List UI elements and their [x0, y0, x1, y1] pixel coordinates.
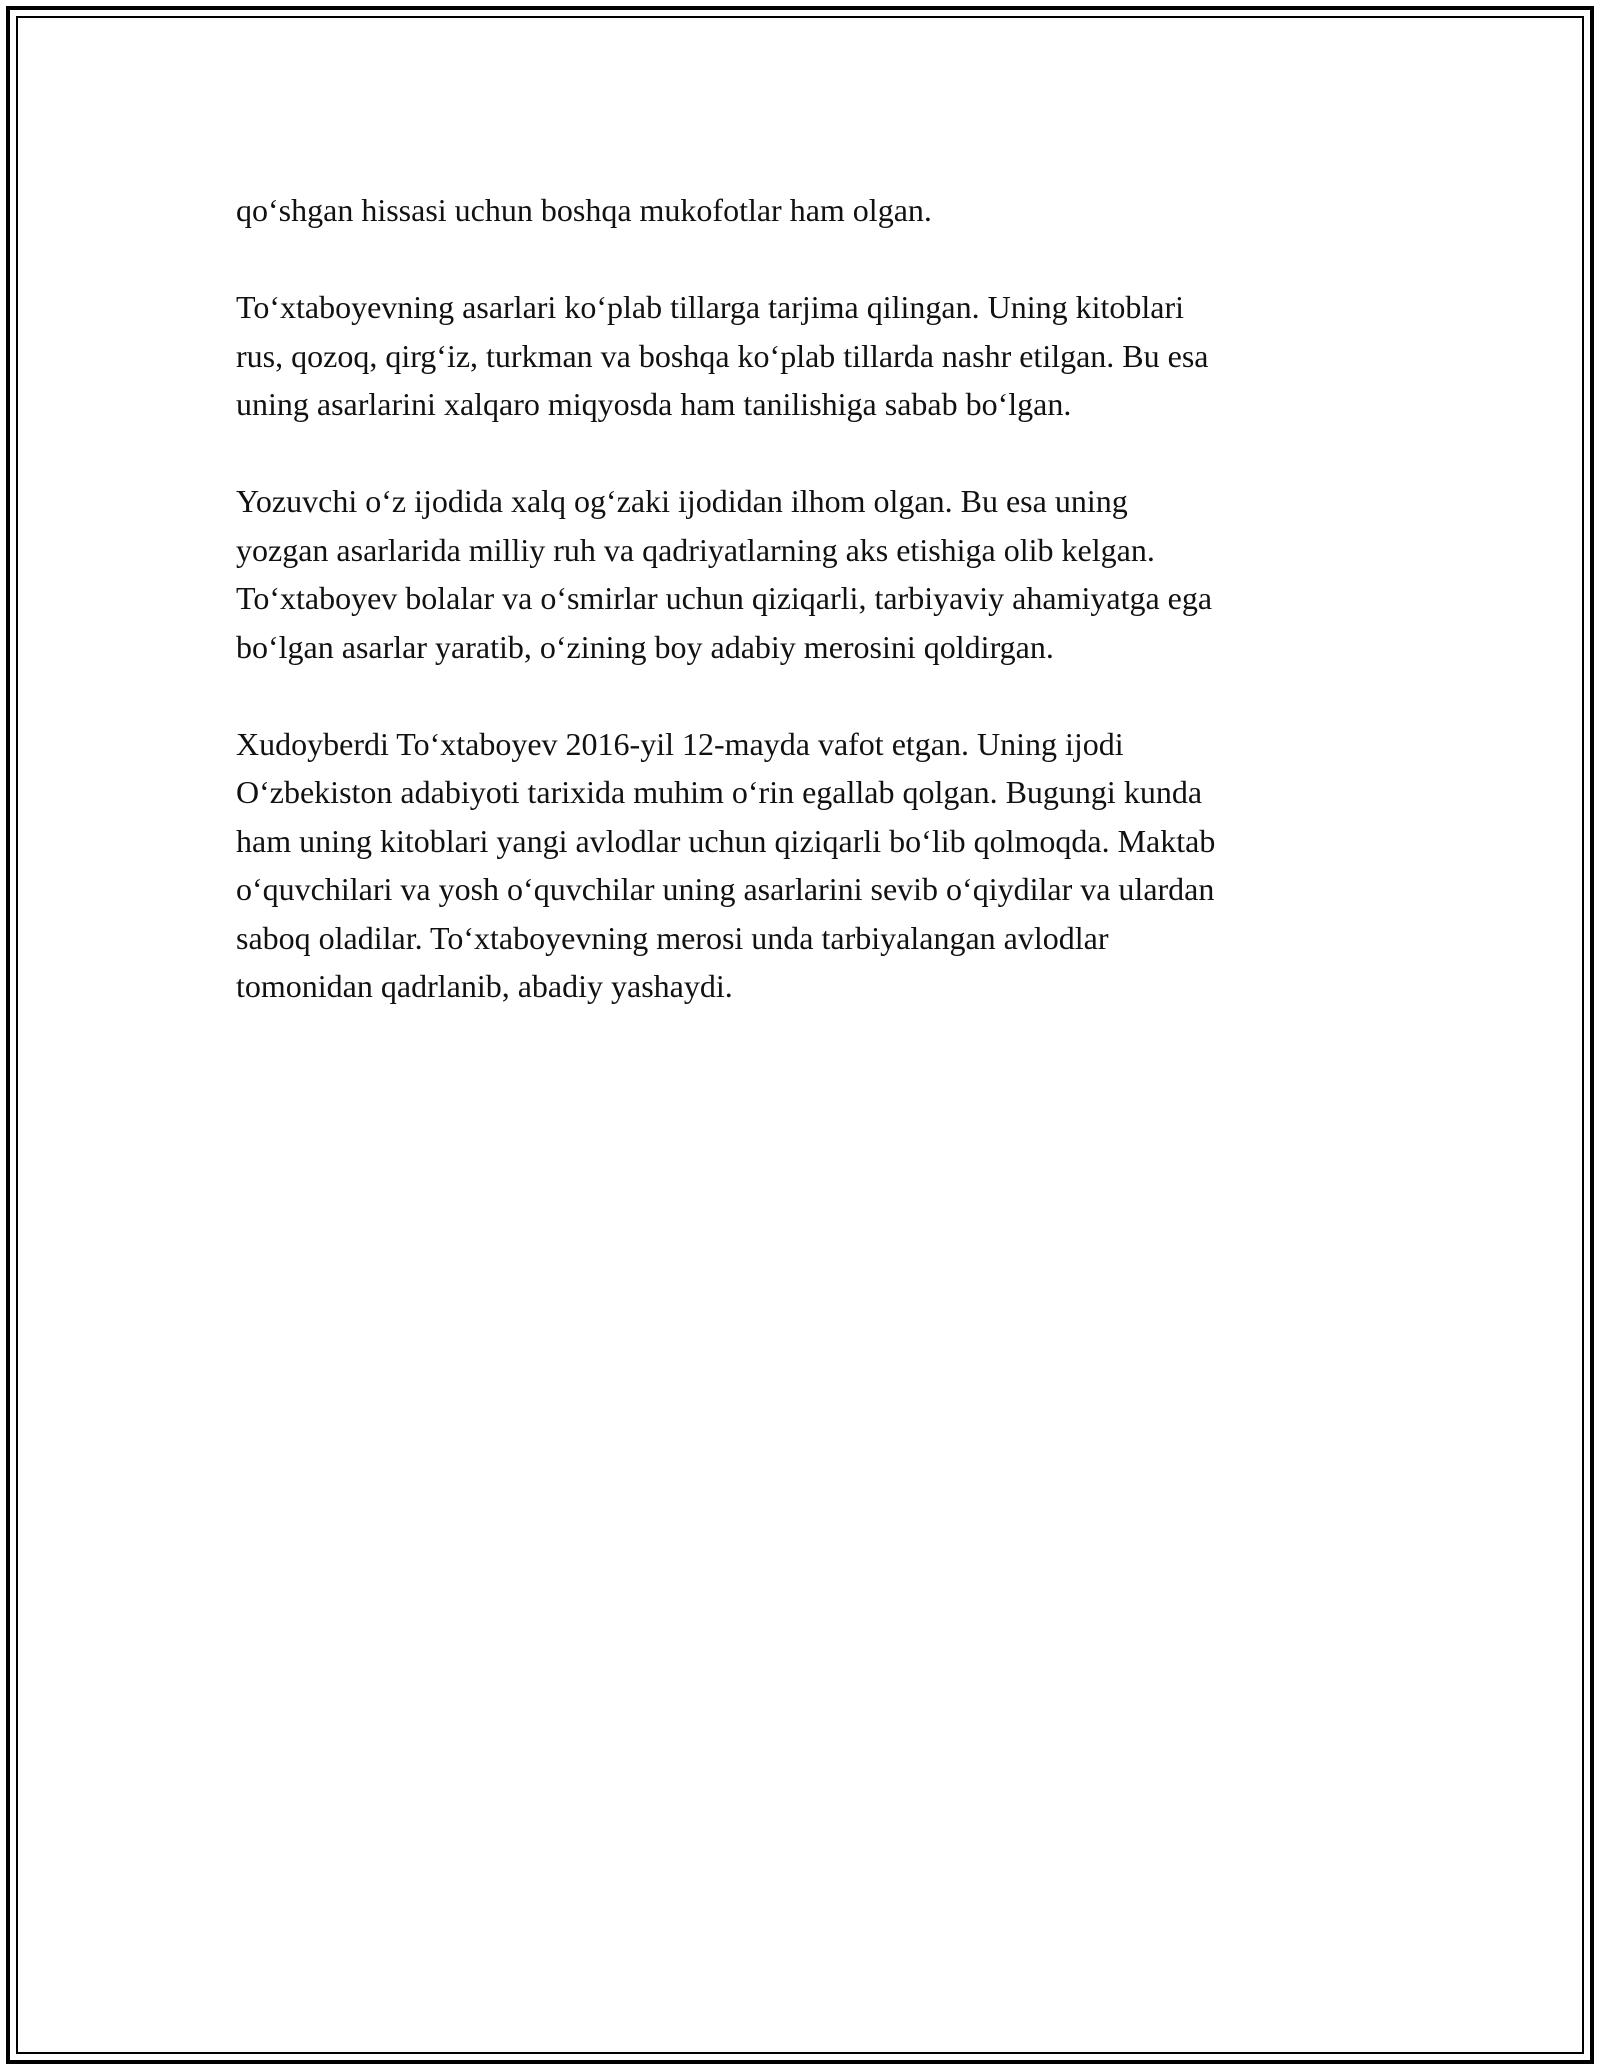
text-line: yozgan asarlarida milliy ruh va qadriyatlarning aks etishiga olib kelgan.	[236, 531, 1155, 568]
text-line: To‘xtaboyev bolalar va o‘smirlar uchun qiziqarli, tarbiyaviy ahamiyatga ega	[236, 580, 1213, 616]
document-body	[236, 186, 1376, 1059]
text-line: To‘xtaboyevning asarlari ko‘plab tillarga tarjima qilingan. Uning kitoblari	[236, 289, 1185, 325]
text-line: saboq oladilar. To‘xtaboyevning merosi unda tarbiyalangan avlodlar	[236, 919, 1109, 956]
paragraph	[236, 283, 1376, 429]
text-line: tomonidan qadrlanib, abadiy yashaydi.	[236, 968, 733, 1004]
text-line: Xudoyberdi To‘xtaboyev 2016-yil 12-mayda vafot etgan. Uning ijodi	[236, 725, 1124, 762]
text-line: qo‘shgan hissasi uchun boshqa mukofotlar ham olgan.	[236, 192, 932, 228]
text-line: O‘zbekiston adabiyoti tarixida muhim o‘rin egallab qolgan. Bugungi kunda	[236, 774, 1203, 810]
text-line: uning asarlarini xalqaro miqyosda ham tanilishiga sabab bo‘lgan.	[236, 386, 1072, 422]
text-line: Yozuvchi o‘z ijodida xalq og‘zaki ijodidan ilhom olgan. Bu esa uning	[236, 483, 1128, 519]
paragraph	[236, 720, 1376, 1011]
paragraph	[236, 477, 1376, 671]
text-line: ham uning kitoblari yangi avlodlar uchun qiziqarli bo‘lib qolmoqda. Maktab	[236, 822, 1216, 859]
text-line: rus, qozoq, qirg‘iz, turkman va boshqa ko‘plab tillarda nashr etilgan. Bu esa	[236, 337, 1209, 374]
text-line: bo‘lgan asarlar yaratib, o‘zining boy adabiy merosini qoldirgan.	[236, 628, 1054, 665]
text-line: o‘quvchilari va yosh o‘quvchilar uning asarlarini sevib o‘qiydilar va ulardan	[236, 871, 1215, 907]
paragraph	[236, 186, 1376, 235]
